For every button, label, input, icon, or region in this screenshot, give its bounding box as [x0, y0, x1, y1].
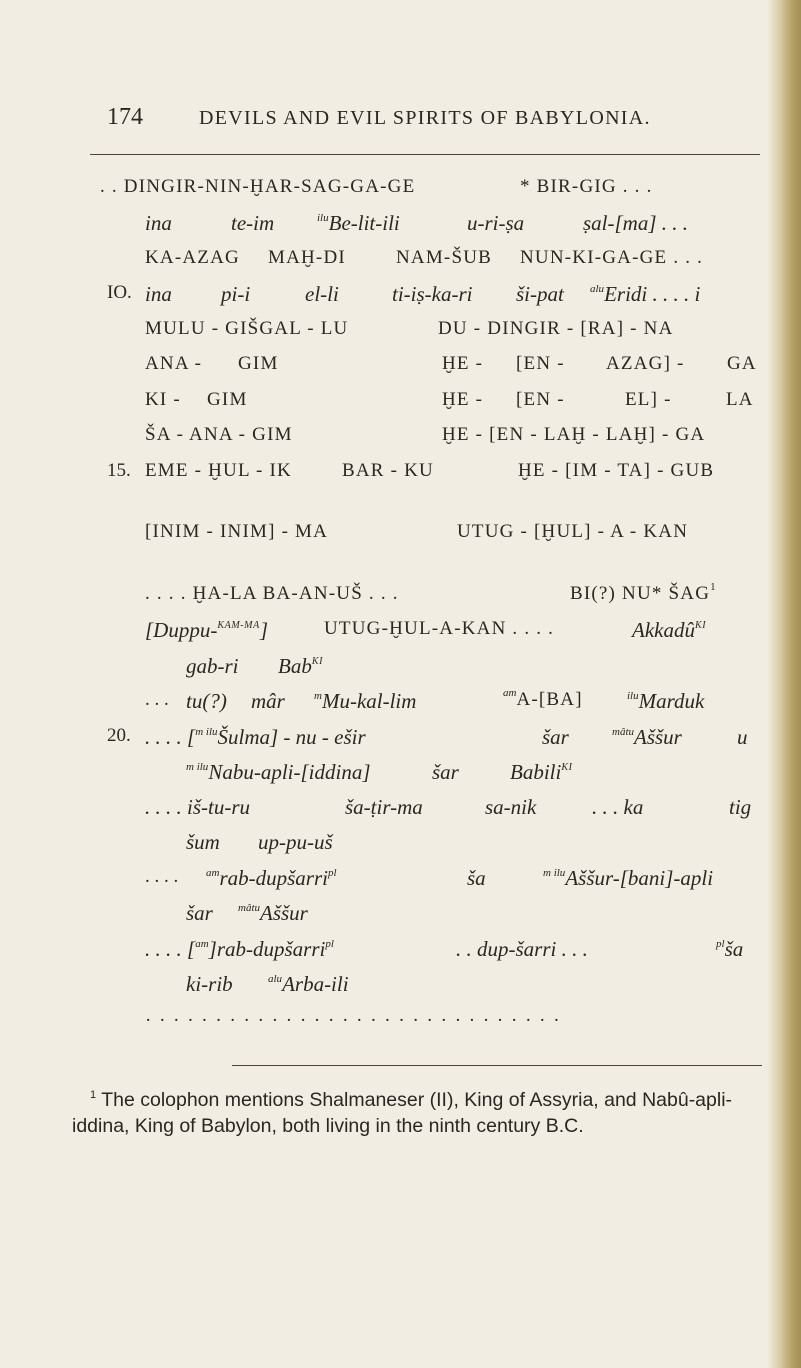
akkadian-text: u-ri-ṣa	[467, 211, 525, 235]
text-line	[0, 654, 760, 684]
text-line	[0, 972, 760, 1002]
sumerian-text: ḪE - [IM - TA] - GUB	[518, 460, 715, 481]
text-line	[0, 318, 760, 348]
line-number: IO.	[107, 282, 132, 303]
sumerian-text: . . . . ḪA-LA BA-AN-UŠ . . .	[145, 583, 399, 604]
sumerian-text: ANA -	[145, 353, 203, 374]
akkadian-text: ki-rib	[186, 972, 233, 996]
akkadian-text: ina	[145, 282, 172, 306]
akkadian-text: $^{m ilu}$Nabu-apli-[iddina]	[186, 760, 371, 784]
sumerian-text: NAM-ŠUB	[396, 247, 493, 268]
line-number: 15.	[107, 460, 131, 481]
sumerian-text: DU - DINGIR - [RA] - NA	[438, 318, 674, 339]
sumerian-text: . . DINGIR-NIN-ḪAR-SAG-GA-GE	[100, 176, 416, 197]
page-header	[107, 104, 767, 136]
sumerian-text: KA-AZAG	[145, 247, 240, 268]
akkadian-text: up-pu-uš	[258, 830, 333, 854]
text-line	[0, 937, 760, 967]
akkadian-text: $^m$Mu-kal-lim	[314, 689, 417, 713]
text-line	[0, 866, 760, 896]
text-line	[0, 583, 760, 613]
text-line	[0, 830, 760, 860]
sumerian-text: [EN -	[516, 353, 565, 374]
text-line	[0, 247, 760, 277]
sumerian-text: GIM	[207, 389, 248, 410]
akkadian-text: šar	[186, 901, 213, 925]
text-line	[0, 353, 760, 383]
sumerian-text: EME - ḪUL - IK	[145, 460, 292, 481]
sumerian-text: ŠA - ANA - GIM	[145, 424, 293, 445]
text-line	[0, 760, 760, 790]
sumerian-text: GA	[727, 353, 757, 374]
sumerian-text: * BIR-GIG . . .	[520, 176, 653, 197]
footnote-rule	[232, 1065, 762, 1066]
akkadian-text: ina	[145, 211, 172, 235]
akkadian-text: ša-ṭir-ma	[345, 795, 423, 819]
akkadian-text: šar	[542, 725, 569, 749]
line-number: 20.	[107, 725, 131, 746]
sumerian-text: [EN -	[516, 389, 565, 410]
akkadian-text: ṣal-[ma] . . .	[583, 211, 689, 235]
akkadian-text: $^{alu}$Arba-ili	[268, 972, 349, 996]
akkadian-text: pi-i	[221, 282, 251, 306]
text-line	[0, 689, 760, 719]
akkadian-text: [Duppu-$^{KAM-MA}$]	[145, 618, 269, 642]
akkadian-text: . . . . [$^{am}$]rab-dupšarri$^{pl}$	[145, 937, 334, 961]
akkadian-text: te-im	[231, 211, 275, 235]
akkadian-text: šar	[432, 760, 459, 784]
sumerian-text: ḪE -	[442, 353, 484, 374]
text-line	[0, 618, 760, 648]
akkadian-text: ši-pat	[516, 282, 564, 306]
akkadian-text: sa-nik	[485, 795, 537, 819]
sumerian-text: NUN-KI-GA-GE . . .	[520, 247, 704, 268]
sumerian-text: ḪE - [EN - LAḪ - LAḪ] - GA	[442, 424, 706, 445]
sumerian-text: BI(?) NU* ŠAG$^1$	[570, 581, 717, 604]
akkadian-text: . . dup-šarri . . .	[456, 937, 588, 961]
text-line	[0, 424, 760, 454]
ellipsis: . . .	[145, 689, 169, 710]
incantation-title	[0, 521, 760, 551]
text-line	[0, 795, 760, 825]
footnote-mark: 1	[90, 1089, 97, 1101]
akkadian-text: Babili$^{KI}$	[510, 760, 573, 784]
page-edge-shading	[767, 0, 801, 1368]
page-number: 174	[107, 104, 143, 130]
sumerian-text: UTUG - [ḪUL] - A - KAN	[457, 521, 689, 542]
text-line	[0, 282, 760, 312]
akkadian-text: šum	[186, 830, 220, 854]
akkadian-text: tig	[729, 795, 752, 819]
sumerian-text: MULU - GIŠGAL - LU	[145, 318, 349, 339]
sumerian-text: GIM	[238, 353, 279, 374]
akkadian-text: $^{mâtu}$Aššur	[238, 901, 308, 925]
akkadian-text: $^{pl}$ša	[716, 937, 744, 961]
akkadian-text: . . . . iš-tu-ru	[145, 795, 250, 819]
sumerian-text: MAḪ-DI	[268, 247, 346, 268]
top-rule	[90, 154, 760, 155]
akkadian-text: Bab$^{KI}$	[278, 654, 324, 678]
sumerian-text: UTUG-ḪUL-A-KAN . . . .	[324, 618, 555, 639]
akkadian-text: ša	[467, 866, 486, 890]
sumerian-text: AZAG] -	[606, 353, 685, 374]
akkadian-text: tu(?)	[186, 689, 227, 713]
sumerian-text: BAR - KU	[342, 460, 434, 481]
ellipsis: . . . .	[145, 866, 179, 887]
akkadian-text: mâr	[251, 689, 285, 713]
sumerian-text: EL] -	[625, 389, 672, 410]
akkadian-text: $^{alu}$Eridi . . . . i	[590, 282, 701, 306]
akkadian-text: $^{m ilu}$Aššur-[bani]-apli	[543, 866, 714, 890]
dotted-line: · · · · · · · · · · · · · · · · · · · · · · · · · · · · · ·	[145, 1010, 562, 1031]
akkadian-text: $^{am}$rab-dupšarri$^{pl}$	[206, 866, 337, 890]
text-line	[0, 725, 760, 755]
akkadian-text: $^{mâtu}$Aššur	[612, 725, 682, 749]
akkadian-text: el-li	[305, 282, 339, 306]
sumerian-text: LA	[726, 389, 754, 410]
akkadian-text: $^{am}$A-[BA]	[503, 687, 583, 710]
footnote	[72, 1082, 762, 1139]
text-line	[0, 1010, 760, 1040]
text-line	[0, 176, 760, 206]
akkadian-text: . . . ka	[592, 795, 644, 819]
akkadian-text: Akkadû$^{KI}$	[632, 618, 707, 642]
akkadian-text: gab-ri	[186, 654, 239, 678]
sumerian-text: [INIM - INIM] - MA	[145, 521, 329, 542]
text-line	[0, 901, 760, 931]
akkadian-text: $^{ilu}$Be-lit-ili	[317, 211, 400, 235]
text-line	[0, 211, 760, 241]
text-line	[0, 460, 760, 490]
sumerian-text: KI -	[145, 389, 181, 410]
sumerian-text: ḪE -	[442, 389, 484, 410]
running-head: DEVILS AND EVIL SPIRITS OF BABYLONIA.	[199, 107, 651, 129]
akkadian-text: $^{ilu}$Marduk	[627, 689, 705, 713]
akkadian-text: u	[737, 725, 748, 749]
text-line	[0, 389, 760, 419]
akkadian-text: ti-iṣ-ka-ri	[392, 282, 473, 306]
footnote-text: The colophon mentions Shalmaneser (II), King of Assyria, and Nabû-apli-iddina, King of Babylon, both living in the ninth century B.C.	[72, 1089, 733, 1137]
akkadian-text: . . . . [$^{m ilu}$Šulma] - nu - ešir	[145, 725, 366, 749]
